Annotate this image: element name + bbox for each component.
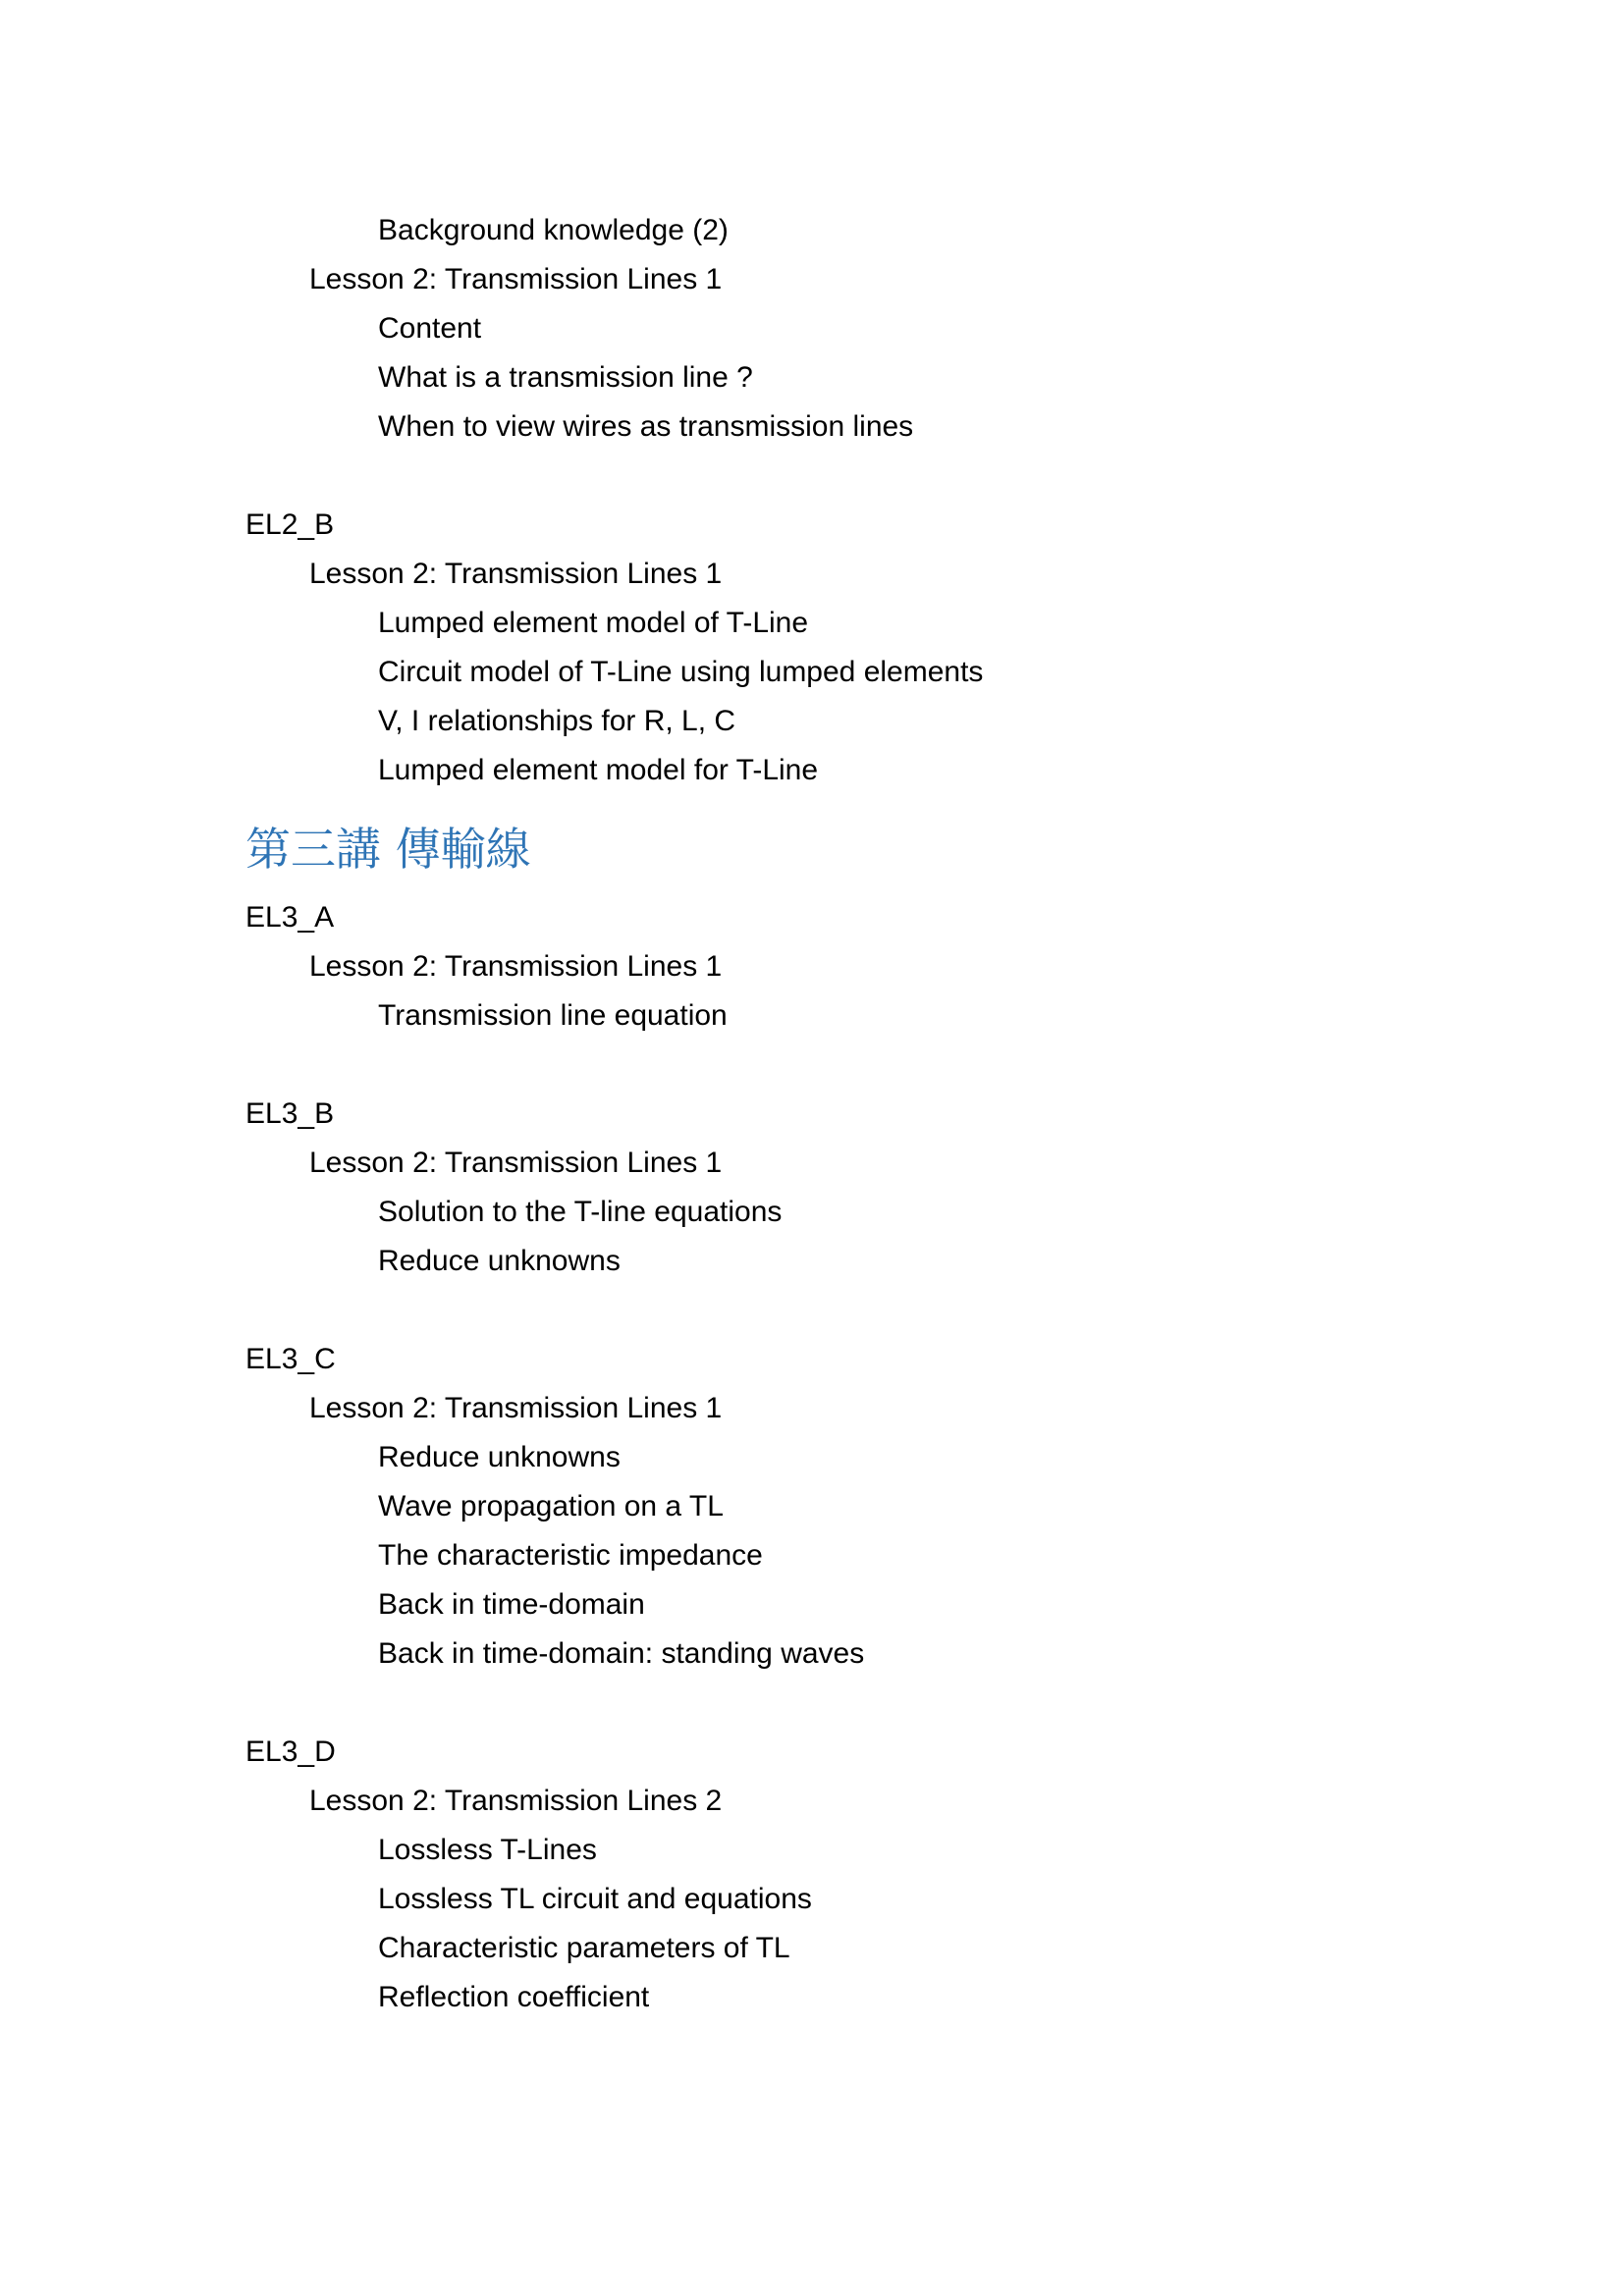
lesson-title: Lesson 2: Transmission Lines 1 [309, 1392, 723, 1424]
topic-item: Circuit model of T-Line using lumped elements [378, 656, 984, 688]
spacer [0, 1286, 1624, 1335]
lesson-title: Lesson 2: Transmission Lines 1 [309, 263, 723, 295]
topic-item: Lumped element model for T-Line [378, 754, 819, 786]
topic-item: Back in time-domain: standing waves [378, 1637, 865, 1670]
lesson-title: Lesson 2: Transmission Lines 2 [309, 1785, 723, 1817]
section-code: EL3_D [245, 1735, 336, 1768]
section-code: EL3_B [245, 1097, 335, 1130]
topic-item: Reduce unknowns [378, 1441, 621, 1473]
section-code: EL3_A [245, 901, 335, 934]
topic-item: Characteristic parameters of TL [378, 1932, 790, 1964]
lesson-title: Lesson 2: Transmission Lines 1 [309, 950, 723, 983]
spacer [0, 1679, 1624, 1728]
topic-item: Content [378, 312, 482, 345]
section-code: EL3_C [245, 1343, 336, 1375]
topic-item: Reduce unknowns [378, 1245, 621, 1277]
spacer [0, 1041, 1624, 1090]
topic-item: What is a transmission line ? [378, 361, 753, 394]
document-body [0, 206, 1624, 2022]
topic-item: Lumped element model of T-Line [378, 607, 809, 639]
topic-item: Lossless TL circuit and equations [378, 1883, 812, 1915]
topic-item: The characteristic impedance [378, 1539, 763, 1572]
lesson-title: Lesson 2: Transmission Lines 1 [309, 1147, 723, 1179]
topic-item: Wave propagation on a TL [378, 1490, 724, 1522]
topic-item: Lossless T-Lines [378, 1834, 597, 1866]
spacer [0, 452, 1624, 501]
section-code: EL2_B [245, 508, 335, 541]
topic-item: Transmission line equation [378, 999, 728, 1032]
topic-item: When to view wires as transmission lines [378, 410, 914, 443]
topic-item: V, I relationships for R, L, C [378, 705, 736, 737]
topic-item: Background knowledge (2) [378, 214, 729, 246]
topic-item: Reflection coefficient [378, 1981, 650, 2013]
chapter-heading: 第三講 傳輸線 [245, 823, 531, 876]
topic-item: Back in time-domain [378, 1588, 645, 1621]
topic-item: Solution to the T-line equations [378, 1196, 783, 1228]
lesson-title: Lesson 2: Transmission Lines 1 [309, 558, 723, 590]
